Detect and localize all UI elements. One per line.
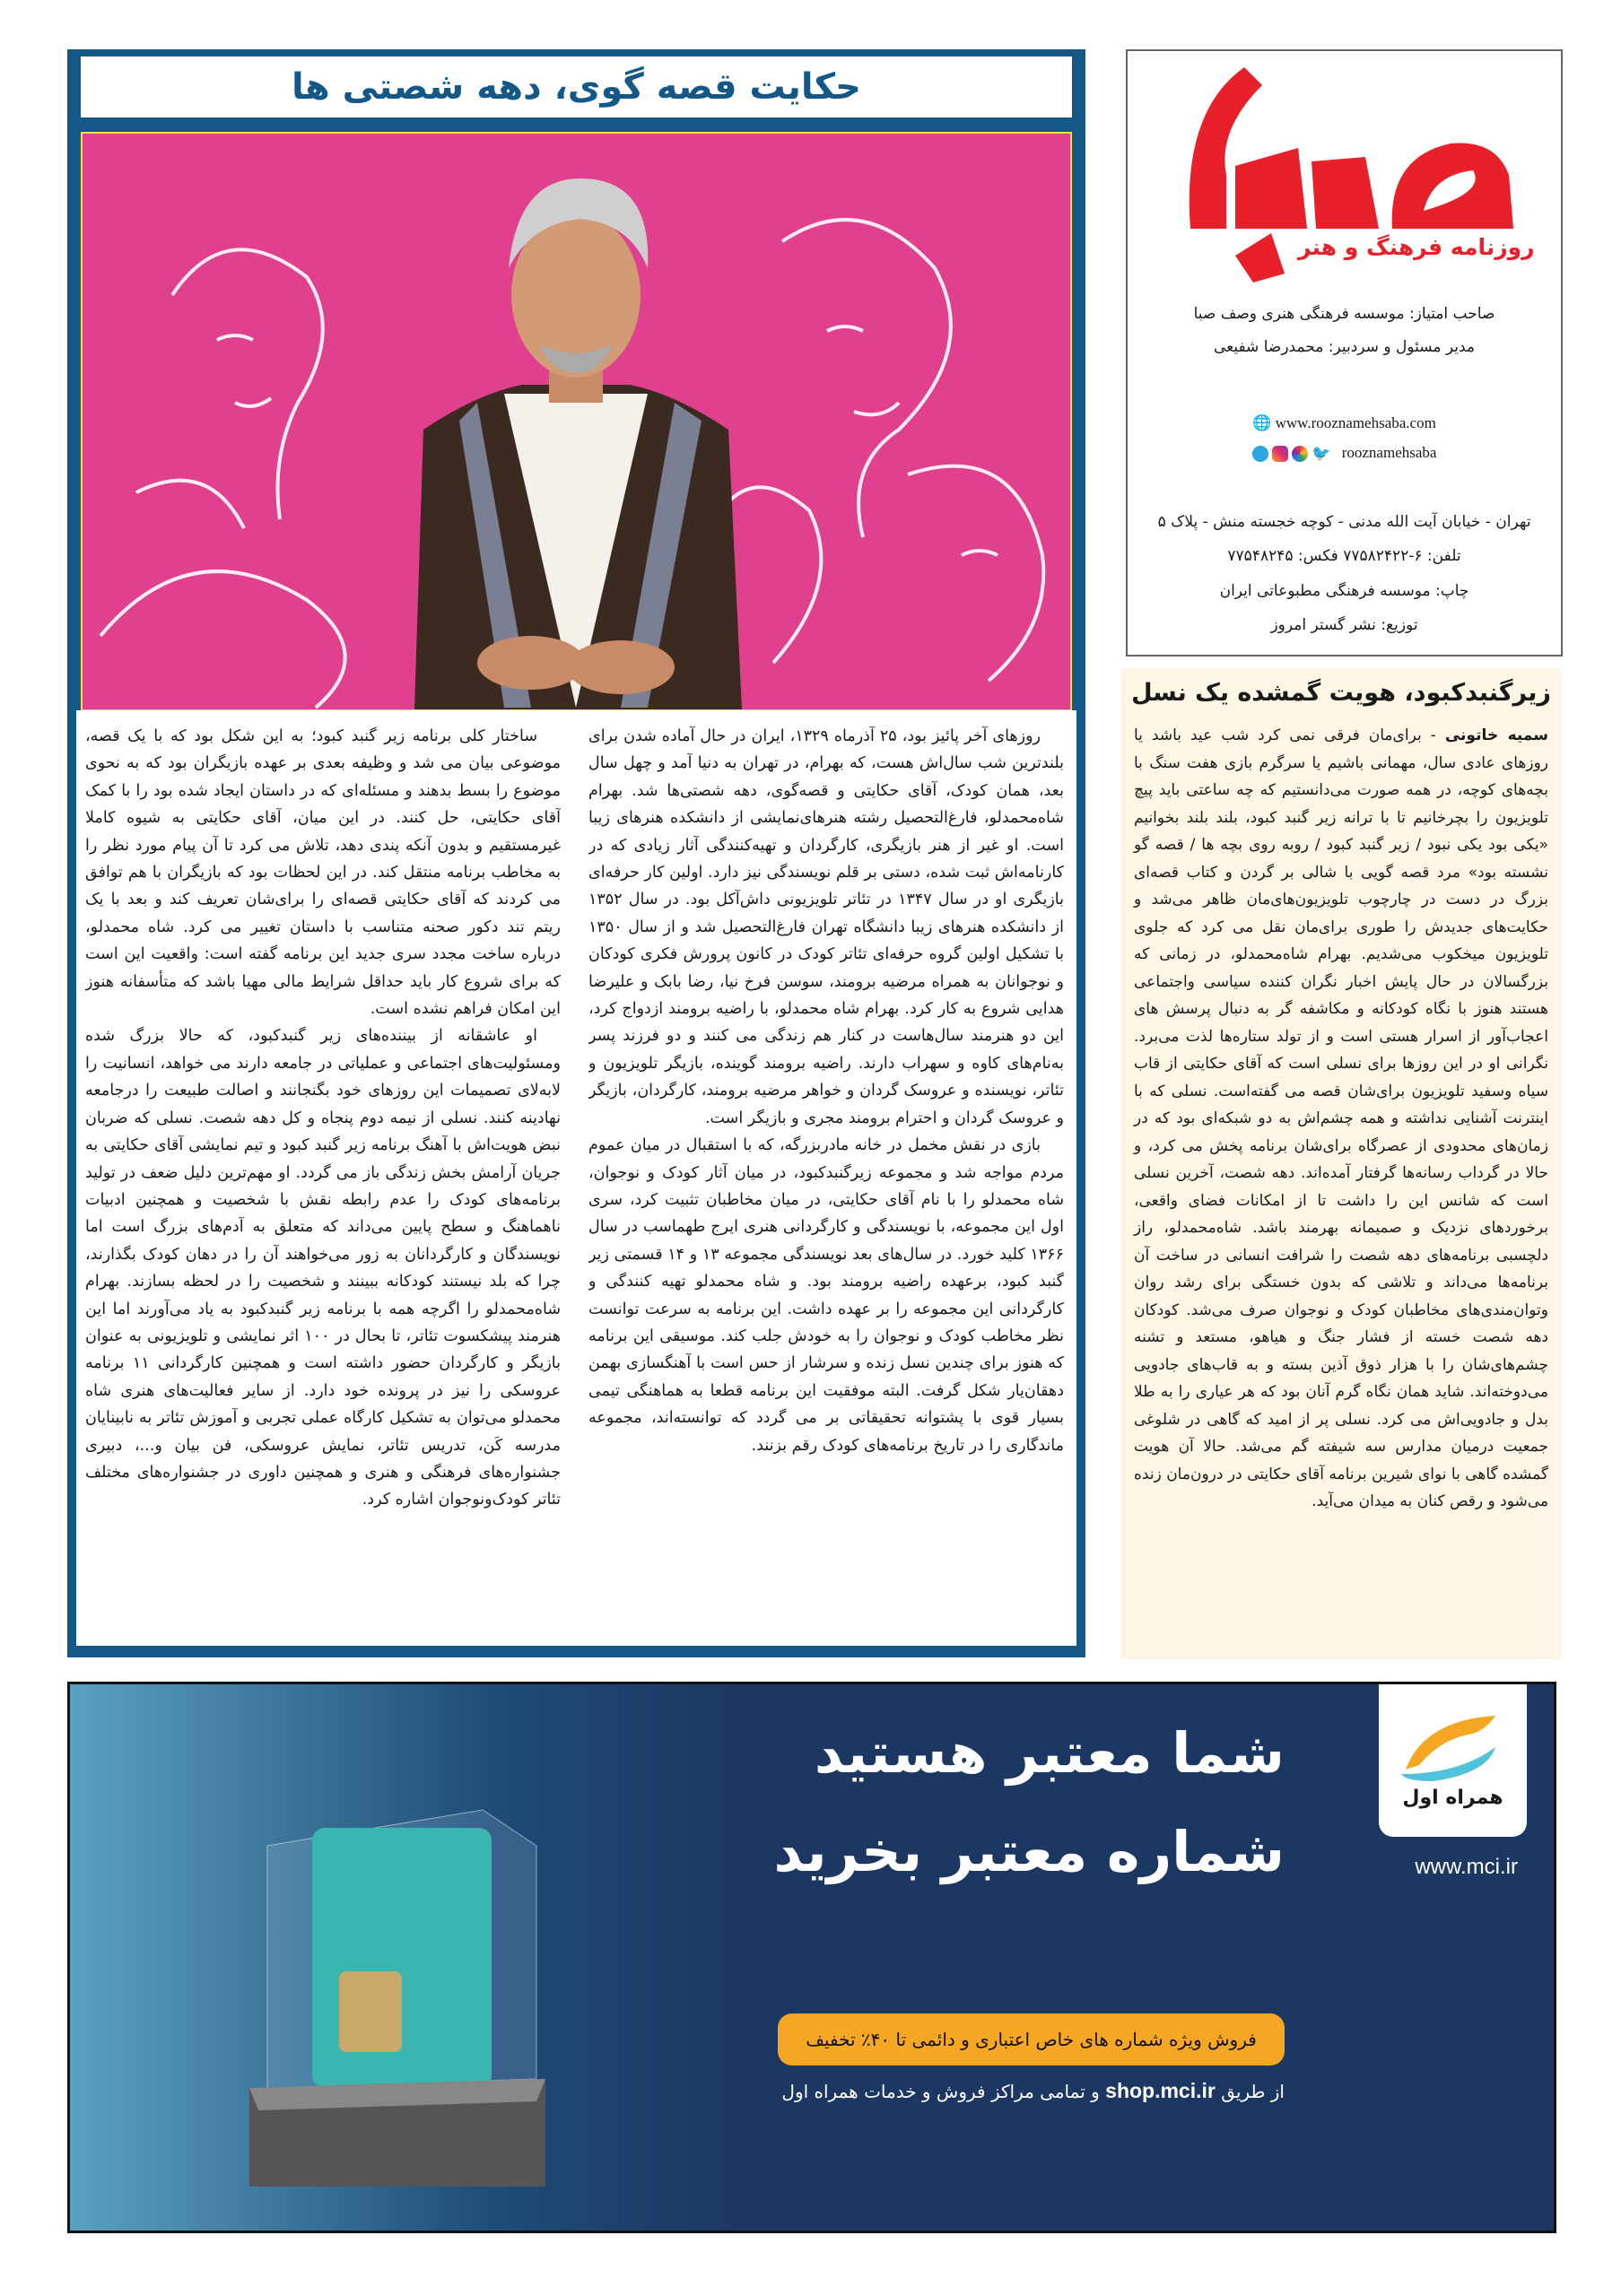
rubika-icon[interactable] (1292, 446, 1308, 462)
website-link[interactable]: www.rooznamehsaba.com (1275, 414, 1436, 431)
sidebar-text: - برای‌مان فرقی نمی کرد شب عید باشد یا روزهای عادی سال، مهمانی باشیم یا سرگرم بازی هفت سنگ با بچه‌های کوچه، در همه صورت می‌دانستیم که چه ساعتی باید پیچ تلویزیون را بچرخانیم تا با ترانه زیر گنبد کبود، بلند بلند بخوانیم «یکی بود یکی نبود / زیر گنبد کبود / روبه روی بچه ها / قصه گو نشسته بود» مرد قصه گویی با شالی بر گردن و کتاب قصه‌ای بزرگ در دست در چارچوب تلویزیون‌های‌مان ظاهر می‌شد و حکایت‌های جدیدش را طوری برای‌مان نقل می کرد که جلوی تلویزیون میخکوب می‌شدیم. بهرام شاه‌محمدلو، در زمانی که بزرگسالان در حال پایش اخبار نگران کننده سیاسی واجتماعی هستند هنوز با نگاه کودکانه و مکاشفه گر به دنبال پرسش های اعجاب‌آور از اسرار هستی است و از تولد ستاره‌ها لذت می‌برد. نگرانی او در این روزها برای نسلی است که آقای حکایتی از قاب سیاه وسفید تلویزیون برای‌شان قصه می گفته‌است. نسلی که با اینترنت آشنایی نداشته و همه چشم‌اش به دو شبکه‌ای بود که در زمان‌های محدودی از عصرگاه برای‌شان برنامه پخش می کرد، و حالا در گرداب رسانه‌ها گرفتار آمده‌اند. دهه شصت، آخرین نسلی است که شانس این را داشت تا از امکانات فضای واقعی، برخوردهای نزدیک و صمیمانه بهرمند باشد. شاه‌محمدلو، راز دلچسبی برنامه‌های دهه شصت را شرافت انسانی در ساخت آن برنامه‌ها می‌داند و تلاشی که بدون خستگی برای رشد روان وتوان‌مندی‌های مخاطبان کودک و نوجوان صرف می‌شد. کودکان دهه شصت خسته از فشار جنگ و هیاهو، مستعد و تشنه چشم‌های‌شان را با هزار ذوق آذین بسته و به قاب‌های جادویی می‌دوخته‌اند. شاید همان نگاه گرم آنان بود که هر عیاری را به طلا بدل و جادویی‌اش می کرد. نسلی پر از امید که گاهی در شلوغی جمعیت درمیان مدارس سه شیفته گم می‌شد. حالا آن هویت گمشده گاهی با نوای شیرین برنامه آقای حکایتی در درون‌مان زنده می‌شود و رقص کنان به میدان می‌آید. (1134, 726, 1548, 1510)
article-column-left (85, 723, 561, 1642)
address-line: تهران - خیابان آیت الله مدنی - کوچه خجسته منش - پلاک ۵ (1157, 513, 1531, 531)
sim-card-display-case (249, 1792, 545, 2187)
social-handle: rooznamehsaba (1341, 444, 1437, 461)
mci-website[interactable]: www.mci.ir (1415, 1855, 1518, 1879)
social-row (1128, 444, 1561, 463)
ad-offer-badge: فروش ویژه شماره های خاص اعتباری و دائمی تا ۴۰٪ تخفیف (778, 2013, 1285, 2066)
ad-headline-1: شما معتبر هستید (814, 1720, 1285, 1786)
ad-headline-2: شماره معتبر بخرید (773, 1819, 1285, 1884)
ad-footer-prefix: از طریق (1221, 2081, 1285, 2102)
main-article (67, 49, 1085, 1657)
masthead (1126, 49, 1563, 657)
man-portrait (414, 178, 742, 709)
globe-icon: 🌐 (1252, 414, 1272, 431)
telegram-icon[interactable] (1252, 446, 1268, 462)
paragraph: او عاشقانه از بیننده‌های زیر گنبدکبود، که حالا بزرگ شده ومسئولیت‌های اجتماعی و عملیاتی در جامعه دارند می خواهد، انسانیت را لابه‌لای تصمیمات این روزهای خود بگنجانند و اصالت طبیعت را درجامعه نهادینه کنند. نسلی از نیمه دوم پنجاه و کل دهه شصت. نسلی که ضربان نبض هویت‌اش با آهنگ برنامه زیر گنبد کبود و تیم نمایشی آقای حکایتی به جریان آرامش بخش زندگی باز می گردد. او مهم‌ترین دلیل ضعف در تولید برنامه‌های کودک را عدم رابطه نقش با شخصیت و همچنین ادبیات ناهماهنگ و سطح پایین می‌داند که متعلق به آدم‌های بزرگ است اما نویسندگان و کارگردانان به زور می‌خواهند آن را در دهان کودک بگذارند، چرا که بلد نیستند کودکانه ببینند و شخصیت را در لحظه بسازند. بهرام شاه‌محمدلو را اگرچه همه با برنامه زیر گنبدکبود به یاد می‌آورند اما این هنرمند پیشکسوت تئاتر، تا بحال در ۱۰۰ اثر نمایشی و تلویزیونی به عنوان بازیگر و کارگردان حضور داشته است و همچنین کارگردانی ۱۱ برنامه عروسکی را نیز در پرونده خود دارد. از سایر فعالیت‌های هنری شاه محمدلو می‌توان به تشکیل کارگاه عملی تجربی و آموزش تئاتر به نابینایان مدرسه کَن، تدریس تئاتر، نمایش عروسکی، فن بیان و...، دبیری جشنواره‌های فرهنگی و هنری و همچنین داوری در جشنواره‌های مختلف تئاتر کودک‌ونوجوان اشاره کرد. (85, 1027, 561, 1509)
paragraph: ساختار کلی برنامه زیر گنبد کبود؛ به این شکل بود که با یک قصه، موضوعی بیان می شد و وظیفه بعدی بر عهده بازیگران بود که به نحوی موضوع را بسط بدهند و مسئله‌ای که در داستان ایجاد شده بود را با کمک آقای حکایتی، حل کنند. در این میان، آقای حکایتی به شیوه کاملا غیرمستقیم و بدون آنکه پندی دهد، تلاش می کرد تا آن پیام مورد نظر را به مخاطب برنامه منتقل کند. در این لحظات بود که بازیگران با هم توافق می کردند که آقای حکایتی قصه‌ای را برای‌شان تعریف کند و بعد با یک ریتم تند دکور صحنه متناسب با داستان تغییر می کرد. شاه محمدلو، درباره ساخت مجدد سری جدید این برنامه گفته است: واقعیت این است که برای شروع کار باید حداقل شرایط مالی مهیا باشد که متأسفانه هنوز این امکان فراهم نشده است. (85, 727, 561, 1019)
sidebar-title: زیرگنبدکبود، هویت گمشده یک نسل (1131, 679, 1551, 707)
mci-logo (1379, 1684, 1527, 1837)
article-column-right (588, 723, 1064, 1642)
phone-fax-line: تلفن: ۶-۷۷۵۸۲۴۲۲ فکس: ۷۷۵۴۸۲۴۵ (1227, 547, 1461, 565)
article-title: حکایت قصه گوی، دهه شصتی ها (292, 66, 861, 108)
sidebar-article (1121, 668, 1561, 1659)
paragraph: بازی در نقش مخمل در خانه مادربزرگه، که با استقبال در میان عموم مردم مواجه شد و مجموعه زیرگنبدکبود، در میان آثار کودک و نوجوان، شاه محمدلو را با نام آقای حکایتی، در میان مخاطبان تثبیت کرد، سری اول این مجموعه، با نویسندگی و کارگردانی هنری ایرج طهماسب در سال ۱۳۶۶ کلید خورد. در سال‌های بعد نویسندگی مجموعه ۱۳ و ۱۴ قسمتی زیر گنبد کبود، برعهده راضیه برومند بود. و شاه محمدلو تهیه کنندگی و کارگردانی این مجموعه را بر عهده داشت. این برنامه به سرعت توانست نظر مخاطب کودک و نوجوان را به خودش جلب کند. موسیقی این برنامه که هنوز برای چندین نسل زنده و سرشار از حس است با آهنگسازی بهمن دهقان‌یار شکل گرفت. البته موفقیت این برنامه قطعا به هماهنگی تیمی بسیار قوی با پشتوانه تحقیقاتی بر می گردد که توانسته‌اند، مجموعه ماندگاری را در تاریخ برنامه‌های کودک رقم بزنند. (588, 1136, 1064, 1455)
distribution-line: توزیع: نشر گستر امروز (1270, 616, 1418, 634)
ad-footer-suffix: و تمامی مراکز فروش و خدمات همراه اول (781, 2081, 1100, 2102)
sidebar-author: سمیه خاتونی (1444, 726, 1548, 744)
owner-line: صاحب امتیاز: موسسه فرهنگی هنری وصف صبا (1193, 305, 1495, 323)
mci-advertisement[interactable] (67, 1682, 1556, 2233)
mci-swoosh-icon (1379, 1684, 1527, 1783)
logo-subtitle: روزنامه فرهنگ و هنر (1298, 234, 1535, 260)
paragraph: روزهای آخر پائیز بود، ۲۵ آذرماه ۱۳۲۹، ایران در حال آماده شدن برای بلندترین شب سال‌اش هست، که بهرام، در تهران به دنیا آمد و چهل سال بعد، همان کودک، آقای حکایتی و قصه‌گوی، دهه شصتی‌ها شد. بهرام شاه‌محمدلو، فارغ‌التحصیل رشته هنرهای‌نمایشی از دانشکده هنرهای زیبا است. او غیر از هنر بازیگری، کارگردان و تهیه‌کنندگی آثار زیادی که در کارنامه‌اش ثبت شده، دستی بر قلم نویسندگی نیز دارد. اولین کار حرفه‌ای بازیگری او در سال ۱۳۴۷ در تئاتر تلویزیونی داش‌آکل بود. در سال ۱۳۵۲ از دانشکده هنرهای زیبا دانشگاه تهران فارغ‌التحصیل شد و از سال ۱۳۵۰ با تشکیل اولین گروه حرفه‌ای تئاتر کودک در کانون پرورش فکری کودکان و نوجوانان به همراه مرضیه برومند، سوسن فرخ نیا، رضا بابک و علیرضا هدایی شروع به کار کرد. بهرام شاه محمدلو، با راضیه برومند ازدواج کرد، این دو هنرمند سال‌هاست در کنار هم زندگی می کنند و دو فرزند پسر به‌نام‌های کاوه و سهراب دارند. راضیه برومند گوینده، بازیگر تلویزیون و تئاتر، نویسنده و عروسک گردان و خواهر مرضیه برومند، کارگردان، بازیگر و عروسک گردان و احترام برومند مجری و بازیگر است. (588, 727, 1064, 1127)
article-body (76, 710, 1076, 1646)
twitter-icon[interactable]: 🐦 (1312, 445, 1331, 463)
website-row (1128, 414, 1561, 432)
article-title-box (81, 57, 1072, 117)
print-line: چاپ: موسسه فرهنگی مطبوعاتی ایران (1219, 582, 1469, 600)
shop-url-link[interactable]: shop.mci.ir (1105, 2079, 1216, 2102)
sidebar-body (1134, 722, 1548, 1516)
saba-logo (1163, 58, 1540, 283)
ad-footer (781, 2079, 1285, 2103)
mci-brand-name: همراه اول (1402, 1787, 1503, 1809)
article-photo (81, 132, 1072, 711)
instagram-icon[interactable] (1272, 446, 1288, 462)
editor-line: مدیر مسئول و سردبیر: محمدرضا شفیعی (1213, 338, 1476, 356)
